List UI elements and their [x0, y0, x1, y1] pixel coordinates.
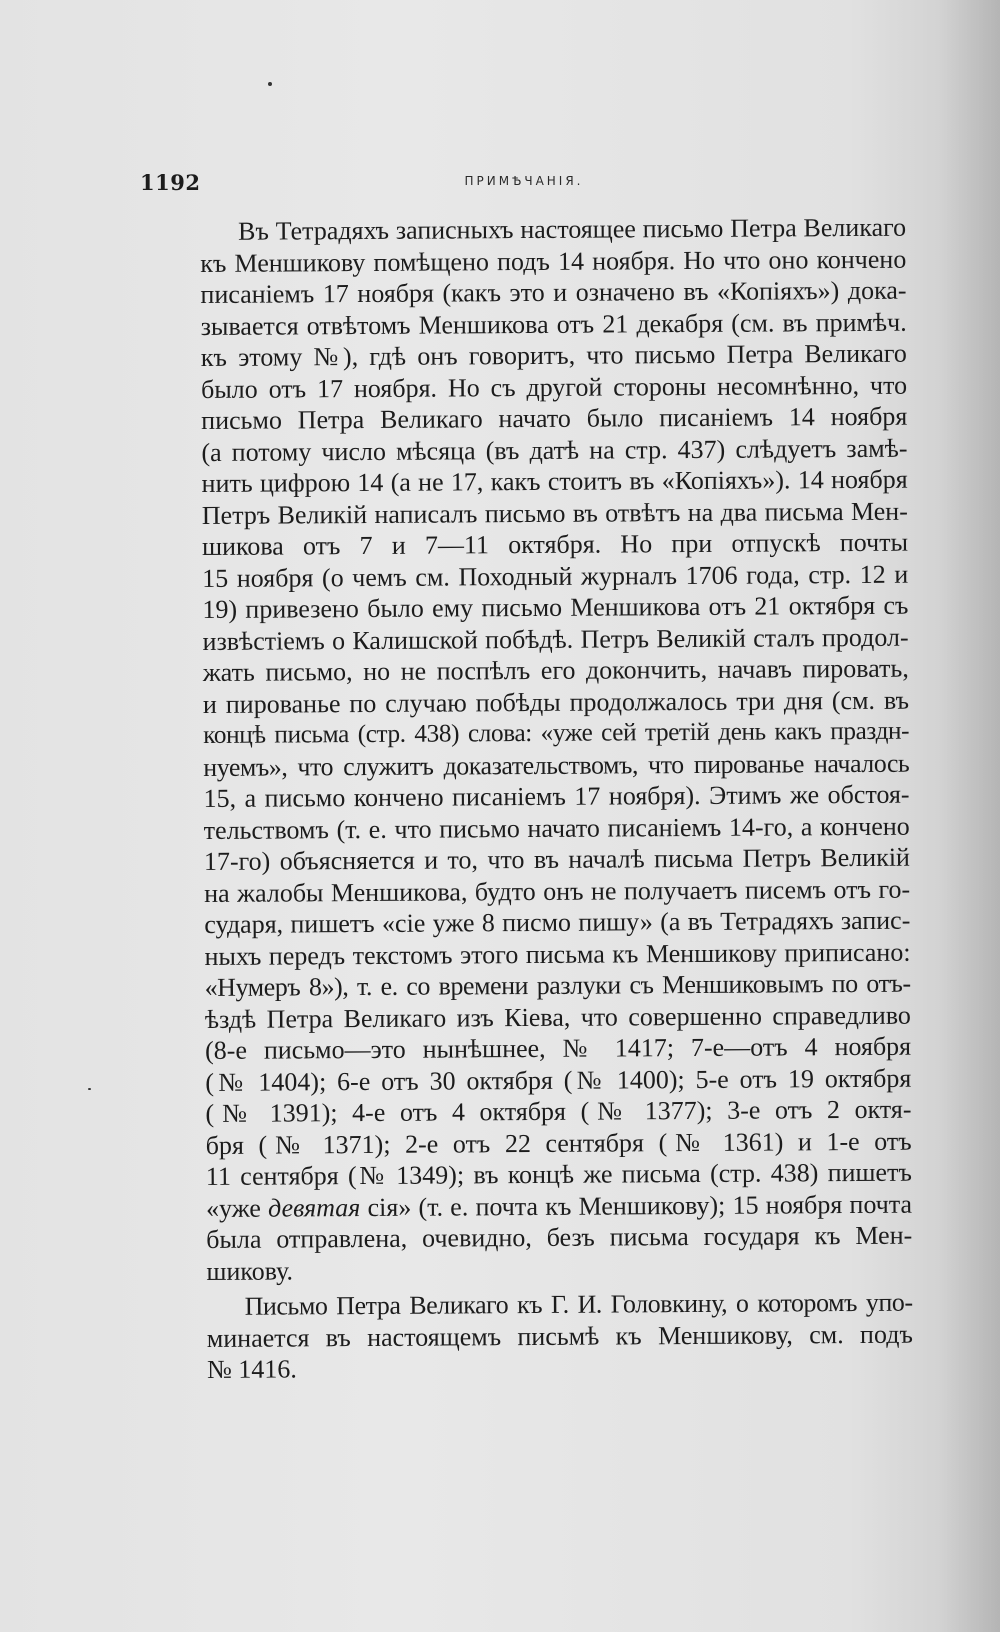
italic-word: девятая	[268, 1192, 361, 1223]
text-line: «Нумеръ 8»), т. е. со времени разлуки съ Меншиковымъ по отъ-	[204, 968, 911, 1002]
paragraph-2	[207, 1287, 914, 1386]
page-edge-shadow	[940, 0, 1000, 1632]
text-line: нуемъ», что служитъ доказательствомъ, что пированье началось	[203, 748, 910, 782]
paragraph-1	[200, 212, 913, 1287]
text-line: № 1416.	[206, 1354, 297, 1384]
text-line: шикову.	[206, 1255, 294, 1286]
text-line: концѣ письма (стр. 438) слова: «уже сей третій день какъ праздн-	[203, 716, 910, 749]
text-line: 11 сентября (№ 1349); въ концѣ же письма (стр. 438) пишетъ	[205, 1157, 912, 1191]
text-line: было отъ 17 ноября. Но съ другой стороны несомнѣнно, что	[200, 370, 908, 404]
text-line: къ этому №), гдѣ онъ говоритъ, что письмо Петра Великаго	[200, 338, 907, 372]
text-line: къ Меншикову помѣщено подъ 14 ноября. Но что оно кончено	[200, 244, 907, 278]
text-line: (№ 1404); 6-е отъ 30 октября (№ 1400); 5-е отъ 19 октября	[205, 1063, 912, 1097]
text-line: (а потому число мѣсяца (въ датѣ на стр. 437) слѣдуетъ замѣ-	[201, 433, 908, 467]
text-line: 15, а письмо кончено писаніемъ 17 ноября). Этимъ же обстоя-	[203, 779, 910, 813]
text-line: ныхъ передъ текстомъ этого письма къ Меншикову приписано:	[204, 937, 911, 971]
text-line: была отправлена, очевидно, безъ письма государя къ Мен-	[206, 1220, 913, 1254]
text-line: нить цифрою 14 (а не 17, какъ стоитъ въ «Копіяхъ»). 14 ноября	[201, 464, 908, 498]
text-segment: «уже	[205, 1193, 269, 1223]
text-line-mixed	[206, 1188, 912, 1224]
text-line: ѣздѣ Петра Великаго изъ Кіева, что совершенно справедливо	[204, 1000, 911, 1034]
text-line: (8-е письмо—это нынѣшнее, № 1417; 7-е—отъ 4 ноября	[205, 1031, 912, 1065]
text-line: тельствомъ (т. е. что письмо начато писаніемъ 14-го, а кончено	[203, 811, 910, 845]
page-header	[140, 170, 908, 196]
body-text	[200, 212, 913, 1386]
page-number: 1192	[140, 170, 201, 195]
text-line: Петръ Великій написалъ письмо въ отвѣтъ на два письма Мен-	[201, 496, 908, 530]
text-line: извѣстіемъ о Калишской побѣдѣ. Петръ Великій сталъ продол-	[202, 622, 909, 656]
text-line: минается въ настоящемъ письмѣ къ Меншикову, см. подъ	[206, 1319, 913, 1353]
text-line: Въ Тетрадяхъ записныхъ настоящее письмо Петра Великаго	[238, 212, 907, 246]
text-line: письмо Петра Великаго начато было писаніемъ 14 ноября	[201, 401, 908, 435]
text-line: 19) привезено было ему письмо Меншикова отъ 21 октября съ	[202, 590, 909, 624]
text-line: и пированье по случаю побѣды продолжалось три дня (см. въ	[202, 685, 910, 719]
text-line: на жалобы Меншикова, будто онъ не получаетъ писемъ отъ го-	[204, 874, 911, 908]
text-line: Письмо Петра Великаго къ Г. И. Головкину, о которомъ упо-	[244, 1287, 913, 1321]
text-line: зывается отвѣтомъ Меншикова отъ 21 декабря (см. въ примѣч.	[200, 307, 907, 341]
ink-speck	[268, 82, 272, 86]
text-line: 15 ноября (о чемъ см. Походный журналъ 1706 года, стр. 12 и	[202, 559, 909, 593]
text-line: 17-го) объясняется и то, что въ началѣ письма Петръ Великій	[203, 842, 911, 876]
ink-speck	[88, 1088, 91, 1090]
text-line: бря (№ 1371); 2-е отъ 22 сентября (№ 1361) и 1-е отъ	[205, 1126, 912, 1160]
running-title: ПРИМѢЧАНІЯ.	[464, 174, 584, 188]
text-line: сударя, пишетъ «сіе уже 8 писмо пишу» (а въ Тетрадяхъ запис-	[204, 905, 911, 939]
text-line: писаніемъ 17 ноября (какъ это и означено въ «Копіяхъ») дока-	[200, 275, 907, 309]
text-line: шикова отъ 7 и 7—11 октября. Но при отпускѣ почты	[201, 527, 909, 561]
text-segment: сія» (т. е. почта къ Меншикову); 15 ноября почта	[360, 1189, 913, 1222]
text-line: жать письмо, но не поспѣлъ его докончить, начавъ пировать,	[202, 653, 909, 687]
text-line: (№ 1391); 4-е отъ 4 октября (№ 1377); 3-е отъ 2 октя-	[205, 1094, 912, 1128]
